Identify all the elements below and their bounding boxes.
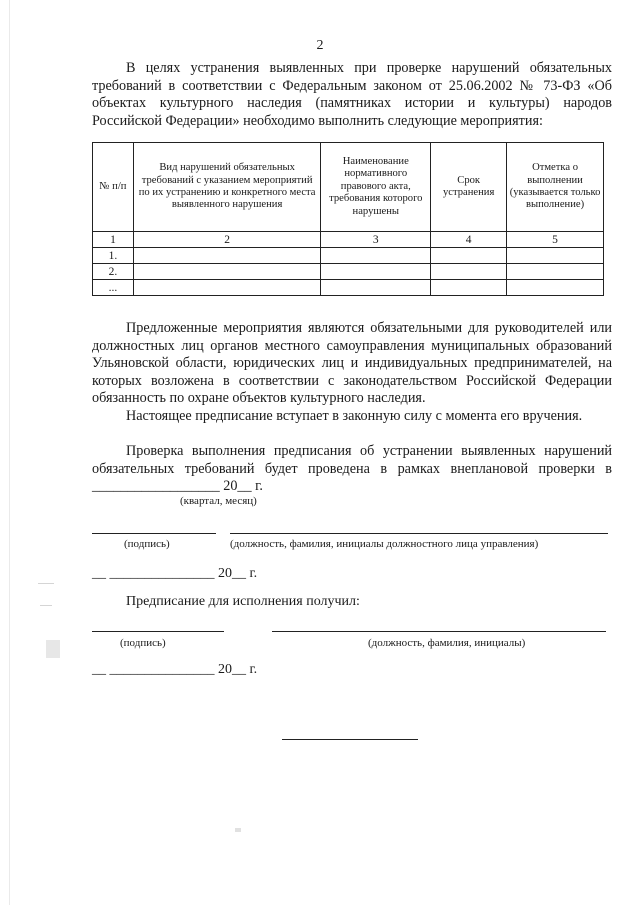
- official-caption: (должность, фамилия, инициалы должностного лица управления): [230, 538, 539, 550]
- table-row: [93, 264, 604, 280]
- effect-paragraph: Настоящее предписание вступает в законную силу с момента его вручения.: [126, 408, 583, 424]
- signature-line: [92, 533, 216, 534]
- column-number: 4: [431, 232, 507, 248]
- scan-artifact: [38, 583, 54, 584]
- table-row: [93, 280, 604, 296]
- table-cell: [321, 248, 431, 264]
- intro-paragraph: В целях устранения выявленных при проверке нарушений обязательных требований в соответствии с Федеральным законом от 25.06.2002 № 73-ФЗ «Об объектах культурного наследия (памятниках истории и культуры) народов Российской Федерации» необходимо выполнить следующие мероприятия:: [92, 60, 612, 129]
- table-cell: 2.: [93, 264, 134, 280]
- scan-artifact: [235, 828, 241, 832]
- inspection-paragraph: Проверка выполнения предписания об устранении выявленных нарушений обязательных требований будет проведена в рамках внеплановой проверки в __________________ 20__ г.: [92, 443, 612, 494]
- table-cell: [431, 264, 507, 280]
- page-number: 2: [316, 38, 324, 53]
- table-cell: [431, 248, 507, 264]
- table-cell: [321, 264, 431, 280]
- column-number: 1: [93, 232, 134, 248]
- quarter-month-caption: (квартал, месяц): [180, 495, 257, 507]
- header-deadline: Срок устранения: [431, 143, 507, 232]
- recipient-caption: (должность, фамилия, инициалы): [368, 637, 526, 649]
- column-number: 5: [507, 232, 604, 248]
- official-name-line: [230, 533, 608, 534]
- received-label: Предписание для исполнения получил:: [126, 594, 360, 609]
- header-legal-act: Наименование нормативного правового акта, требования которого нарушены: [321, 143, 431, 232]
- table-cell: [133, 280, 320, 296]
- scan-artifact: [40, 605, 52, 606]
- column-number: 3: [321, 232, 431, 248]
- column-number: 2: [133, 232, 320, 248]
- table-cell: [133, 248, 320, 264]
- table-cell: [431, 280, 507, 296]
- obligation-paragraph: Предложенные мероприятия являются обязательными для руководителей или должностных лиц органов местного самоуправления муниципальных образований Ульяновской области, юридических лиц и индивидуальных предпринимателей, на которых возложена в соответствии с законодательством Российской Федерации обязанность по охране объектов культурного наследия.: [92, 320, 612, 406]
- signature-caption: (подпись): [124, 538, 170, 550]
- table-cell: [507, 264, 604, 280]
- recipient-signature-caption: (подпись): [120, 637, 166, 649]
- date-line: __ _______________ 20__ г.: [92, 566, 258, 581]
- header-completion-mark: Отметка о выполнении (указывается только выполнение): [507, 143, 604, 232]
- table-cell: 1.: [93, 248, 134, 264]
- table-cell: ...: [93, 280, 134, 296]
- scan-edge-artifact: [9, 0, 10, 905]
- table-column-numbers-row: [93, 232, 604, 248]
- scan-artifact: [46, 640, 60, 658]
- header-number: № п/п: [93, 143, 134, 232]
- recipient-date-line: __ _______________ 20__ г.: [92, 662, 258, 677]
- table-cell: [133, 264, 320, 280]
- table-header-row: [93, 143, 604, 232]
- closing-separator-line: [282, 739, 418, 740]
- recipient-signature-line: [92, 631, 224, 632]
- recipient-name-line: [272, 631, 606, 632]
- table-cell: [507, 248, 604, 264]
- table-row: [93, 248, 604, 264]
- table-cell: [321, 280, 431, 296]
- header-violation-type: Вид нарушений обязательных требований с указанием мероприятий по их устранению и конкретного места выявленного нарушения: [133, 143, 320, 232]
- violations-table: [92, 142, 604, 296]
- table-cell: [507, 280, 604, 296]
